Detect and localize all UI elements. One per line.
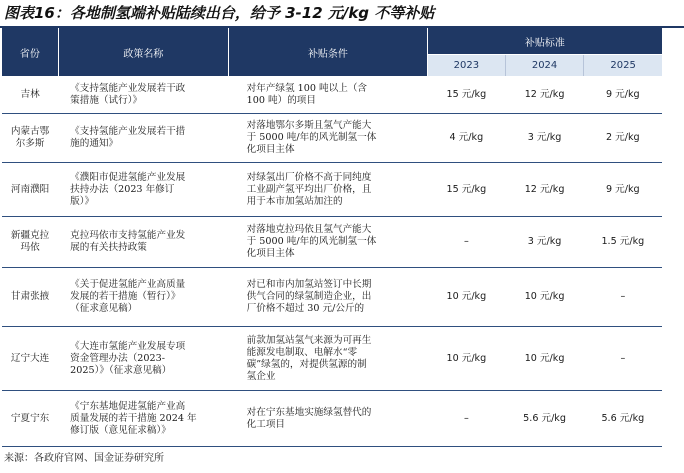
cell-province: 辽宁大连 (2, 327, 58, 391)
cell-2023: 10 元/kg (427, 327, 505, 391)
cell-2023: 15 元/kg (427, 163, 505, 217)
cell-conditions: 对落地克拉玛依且氢气产能大 于 5000 吨/年的风光制氢一体 化项目主体 (229, 217, 428, 268)
cell-policy: 《大连市氢能产业发展专项 资金管理办法（2023- 2025）》（征求意见稿） (58, 327, 229, 391)
cell-2025: 9 元/kg (584, 77, 662, 114)
cell-province: 吉林 (2, 77, 58, 114)
cell-2024: 3 元/kg (505, 114, 583, 163)
cell-province: 甘肃张掖 (2, 268, 58, 327)
cell-policy: 《宁东基地促进氢能产业高 质量发展的若干措施 2024 年 修订版（意见征求稿）》 (58, 391, 229, 447)
cell-2024: 12 元/kg (505, 163, 583, 217)
cell-policy: 《支持氢能产业发展若干措 施的通知》 (58, 114, 229, 163)
cell-conditions: 对已和市内加氢站签订中长期 供气合同的绿氢制造企业，出 厂价格不超过 30 元/公斤的 (229, 268, 428, 327)
cell-2024: 5.6 元/kg (505, 391, 583, 447)
subsidy-table (2, 28, 662, 447)
cell-2025: 9 元/kg (584, 163, 662, 217)
table-row (2, 114, 662, 163)
header-standard: 补贴标准 (427, 28, 662, 55)
table-row (2, 77, 662, 114)
cell-2025: 2 元/kg (584, 114, 662, 163)
table-row (2, 163, 662, 217)
table-body (2, 77, 662, 447)
table-row (2, 327, 662, 391)
cell-2025: – (584, 268, 662, 327)
cell-2025: – (584, 327, 662, 391)
table-header (2, 28, 662, 77)
cell-policy: 《濮阳市促进氢能产业发展 扶持办法（2023 年修订 版）》 (58, 163, 229, 217)
table-row (2, 268, 662, 327)
cell-conditions: 对绿氢出厂价格不高于同纯度 工业副产氢平均出厂价格，且 用于本市加氢站加注的 (229, 163, 428, 217)
header-year-2024: 2024 (505, 55, 583, 77)
cell-2024: 12 元/kg (505, 77, 583, 114)
cell-conditions: 前款加氢站氢气来源为可再生 能源发电制取、电解水“零 碳”绿氢的，对提供氢源的制 氢企业 (229, 327, 428, 391)
cell-conditions: 对落地鄂尔多斯且氢气产能大 于 5000 吨/年的风光制氢一体 化项目主体 (229, 114, 428, 163)
cell-2023: 10 元/kg (427, 268, 505, 327)
cell-2023: – (427, 217, 505, 268)
cell-2025: 1.5 元/kg (584, 217, 662, 268)
cell-2024: 3 元/kg (505, 217, 583, 268)
header-policy: 政策名称 (58, 28, 229, 77)
cell-province: 宁夏宁东 (2, 391, 58, 447)
header-year-2023: 2023 (427, 55, 505, 77)
header-province: 省份 (2, 28, 58, 77)
cell-province: 新疆克拉 玛依 (2, 217, 58, 268)
cell-2023: – (427, 391, 505, 447)
table-row (2, 391, 662, 447)
cell-policy: 《关于促进氢能产业高质量 发展的若干措施（暂行）》 （征求意见稿） (58, 268, 229, 327)
cell-province: 河南濮阳 (2, 163, 58, 217)
cell-policy: 《支持氢能产业发展若干政 策措施（试行）》 (58, 77, 229, 114)
source-note: 来源：各政府官网、国金证券研究所 (4, 453, 164, 464)
table-row (2, 217, 662, 268)
cell-2024: 10 元/kg (505, 268, 583, 327)
cell-2024: 10 元/kg (505, 327, 583, 391)
cell-policy: 克拉玛依市支持氢能产业发 展的有关扶持政策 (58, 217, 229, 268)
cell-conditions: 对在宁东基地实施绿氢替代的 化工项目 (229, 391, 428, 447)
cell-2023: 4 元/kg (427, 114, 505, 163)
header-year-2025: 2025 (584, 55, 662, 77)
cell-2023: 15 元/kg (427, 77, 505, 114)
chart-title: 图表16：各地制氢端补贴陆续出台，给予 3-12 元/kg 不等补贴 (4, 4, 435, 22)
cell-2025: 5.6 元/kg (584, 391, 662, 447)
cell-conditions: 对年产绿氢 100 吨以上（含 100 吨）的项目 (229, 77, 428, 114)
cell-province: 内蒙古鄂 尔多斯 (2, 114, 58, 163)
header-conditions: 补贴条件 (229, 28, 428, 77)
